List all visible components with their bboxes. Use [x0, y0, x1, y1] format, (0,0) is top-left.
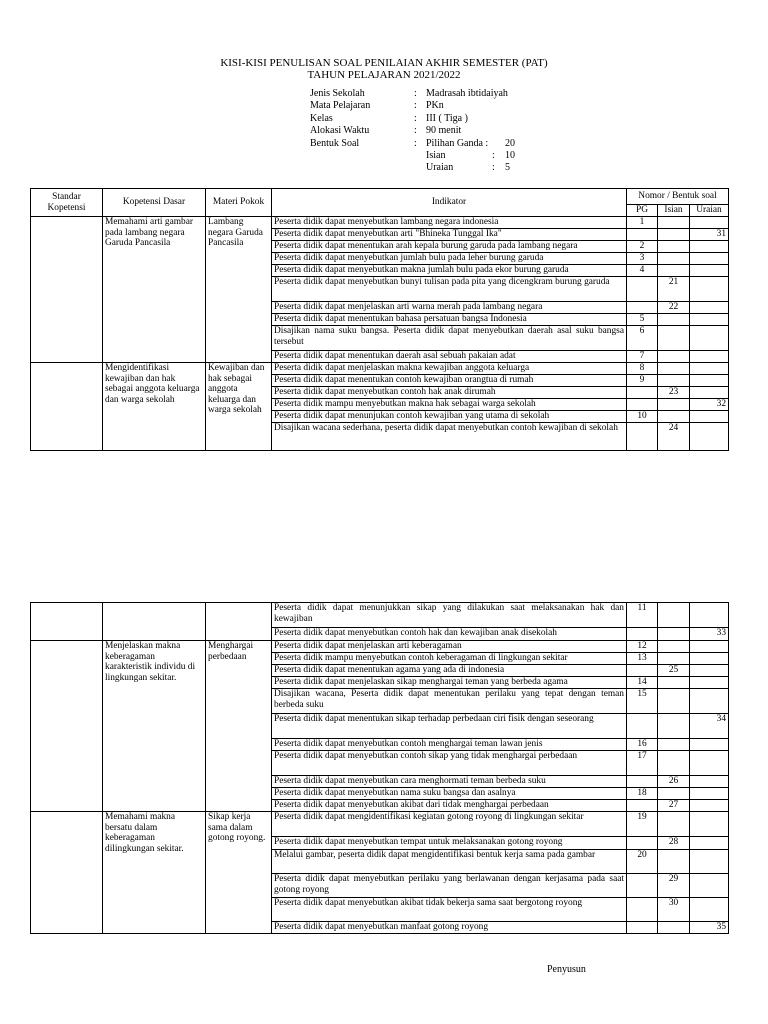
pg-cell: 11	[627, 603, 658, 628]
isian-cell	[658, 351, 690, 363]
uraian-cell	[690, 241, 729, 253]
pg-cell	[627, 387, 658, 399]
pg-cell: 17	[627, 751, 658, 776]
meta-label: Alokasi Waktu	[310, 125, 370, 137]
indikator-cell: Peserta didik dapat menyebutkan akibat tidak bekerja sama saat bergotong royong	[272, 898, 627, 922]
uraian-cell	[690, 739, 729, 751]
pg-cell	[627, 922, 658, 934]
indikator-cell: Peserta didik dapat menyebutkan contoh hak dan kewajiban anak disekolah	[272, 628, 627, 641]
header-indikator: Indikator	[272, 189, 627, 217]
pg-cell: 12	[627, 641, 658, 653]
meta-sub-count: 5	[505, 162, 510, 174]
isian-cell: 28	[658, 837, 690, 850]
isian-cell	[658, 922, 690, 934]
pg-cell: 1	[627, 217, 658, 229]
uraian-cell	[690, 850, 729, 874]
pg-cell	[627, 302, 658, 314]
meta-colon: :	[414, 137, 417, 149]
pg-cell: 5	[627, 314, 658, 326]
uraian-cell	[690, 776, 729, 788]
table-row	[31, 603, 729, 628]
indikator-cell: Peserta didik dapat menyebutkan akibat dari tidak menghargai perbedaan	[272, 800, 627, 812]
indikator-cell: Peserta didik dapat menyebutkan perilaku yang berlawanan dengan kerjasama pada saat gotong royong	[272, 874, 627, 898]
indikator-cell: Disajikan wacana, Peserta didik dapat menentukan perilaku yang tepat dengan teman berbeda suku	[272, 689, 627, 714]
indikator-cell: Peserta didik dapat menyebutkan manfaat gotong royong	[272, 922, 627, 934]
isian-cell: 21	[658, 277, 690, 302]
meta-row	[310, 88, 570, 100]
meta-label: Bentuk Soal	[310, 137, 360, 149]
indikator-cell: Disajikan wacana sederhana, peserta didik dapat menyebutkan contoh kewajiban di sekolah	[272, 423, 627, 451]
meta-value: 90 menit	[426, 125, 462, 137]
meta-colon: :	[414, 112, 417, 124]
indikator-cell: Peserta didik mampu menyebutkan contoh keberagaman di lingkungan sekitar	[272, 653, 627, 665]
uraian-cell	[690, 874, 729, 898]
pg-cell	[627, 800, 658, 812]
pg-cell	[627, 837, 658, 850]
isian-cell	[658, 363, 690, 375]
pg-cell	[627, 229, 658, 241]
kisi-kisi-table-1	[30, 188, 729, 451]
isian-cell	[658, 326, 690, 351]
indikator-cell: Peserta didik dapat menyebutkan tempat untuk melaksanakan gotong royong	[272, 837, 627, 850]
table-row	[31, 641, 729, 653]
pg-cell: 15	[627, 689, 658, 714]
isian-cell	[658, 265, 690, 277]
uraian-cell	[690, 375, 729, 387]
uraian-cell	[690, 326, 729, 351]
document-title: KISI-KISI PENULISAN SOAL PENILAIAN AKHIR SEMESTER (PAT)	[220, 57, 548, 69]
uraian-cell	[690, 411, 729, 423]
uraian-cell	[690, 800, 729, 812]
meta-subrow	[310, 150, 570, 162]
indikator-cell: Disajikan nama suku bangsa. Peserta didik dapat menyebutkan daerah asal suku bangsa tersebut	[272, 326, 627, 351]
meta-label: Jenis Sekolah	[310, 88, 365, 99]
isian-cell	[658, 689, 690, 714]
kopetensi-dasar-cell	[103, 603, 206, 641]
kopetensi-dasar-cell: Menjelaskan makna keberagaman karakteristik individu di lingkungan sekitar.	[103, 641, 206, 812]
isian-cell	[658, 641, 690, 653]
isian-cell: 30	[658, 898, 690, 922]
uraian-cell	[690, 387, 729, 399]
indikator-cell: Peserta didik dapat menentukan daerah asal sebuah pakaian adat	[272, 351, 627, 363]
indikator-cell: Peserta didik dapat menyebutkan contoh sikap yang tidak menghargai perbedaan	[272, 751, 627, 776]
isian-cell	[658, 751, 690, 776]
indikator-cell: Peserta didik dapat menyebutkan arti "Bhineka Tunggal Ika"	[272, 229, 627, 241]
header-standar-kopetensi: Standar Kopetensi	[31, 189, 103, 217]
isian-cell	[658, 653, 690, 665]
pg-cell	[627, 874, 658, 898]
meta-value: PKn	[426, 100, 444, 112]
uraian-cell	[690, 837, 729, 850]
pg-cell: 3	[627, 253, 658, 265]
indikator-cell: Peserta didik mampu menyebutkan makna hak sebagai warga sekolah	[272, 399, 627, 411]
pg-cell: 7	[627, 351, 658, 363]
uraian-cell	[690, 302, 729, 314]
pg-cell	[627, 776, 658, 788]
meta-colon: :	[492, 149, 495, 161]
indikator-cell: Peserta didik dapat menunjukkan sikap yang dilakukan saat melaksanakan hak dan kewajiban	[272, 603, 627, 628]
meta-colon: :	[414, 125, 417, 137]
isian-cell	[658, 628, 690, 641]
pg-cell: 13	[627, 653, 658, 665]
table-row	[31, 363, 729, 375]
indikator-cell: Peserta didik dapat menjelaskan arti warna merah pada lambang negara	[272, 302, 627, 314]
isian-cell	[658, 375, 690, 387]
isian-cell	[658, 229, 690, 241]
header-isian: Isian	[658, 205, 690, 217]
uraian-cell	[690, 253, 729, 265]
isian-cell	[658, 714, 690, 739]
indikator-cell: Peserta didik dapat menunjukan contoh kewajiban yang utama di sekolah	[272, 411, 627, 423]
indikator-cell: Peserta didik dapat menentukan contoh kewajiban orangtua di rumah	[272, 375, 627, 387]
pg-cell	[627, 399, 658, 411]
standar-kopetensi-cell	[31, 603, 103, 641]
materi-pokok-cell: Kewajiban dan hak sebagai anggota keluarga dan warga sekolah	[206, 363, 272, 451]
uraian-cell	[690, 898, 729, 922]
isian-cell	[658, 850, 690, 874]
uraian-cell	[690, 677, 729, 689]
meta-label: Kelas	[310, 112, 333, 124]
uraian-cell	[690, 314, 729, 326]
isian-cell: 25	[658, 665, 690, 677]
header-materi-pokok: Materi Pokok	[206, 189, 272, 217]
pg-cell: 6	[627, 326, 658, 351]
uraian-cell	[690, 603, 729, 628]
isian-cell: 23	[658, 387, 690, 399]
pg-cell: 2	[627, 241, 658, 253]
meta-value: Madrasah ibtidaiyah	[426, 88, 508, 99]
pg-cell: 10	[627, 411, 658, 423]
meta-row	[310, 100, 570, 112]
pg-cell	[627, 277, 658, 302]
isian-cell	[658, 788, 690, 800]
indikator-cell: Peserta didik dapat menjelaskan sikap menghargai teman yang berbeda agama	[272, 677, 627, 689]
header-uraian: Uraian	[690, 205, 729, 217]
uraian-cell	[690, 788, 729, 800]
meta-label: Mata Pelajaran	[310, 100, 371, 112]
kopetensi-dasar-cell: Mengidentifikasi kewajiban dan hak sebagai anggota keluarga dan warga sekolah	[103, 363, 206, 451]
uraian-cell	[690, 812, 729, 837]
uraian-cell	[690, 665, 729, 677]
indikator-cell: Peserta didik dapat menentukan arah kepala burung garuda pada lambang negara	[272, 241, 627, 253]
isian-cell: 27	[658, 800, 690, 812]
meta-count: 20	[505, 137, 515, 149]
meta-sub-label: Uraian	[426, 162, 454, 174]
pg-cell: 9	[627, 375, 658, 387]
materi-pokok-cell	[206, 603, 272, 641]
isian-cell: 24	[658, 423, 690, 451]
isian-cell	[658, 677, 690, 689]
isian-cell: 29	[658, 874, 690, 898]
table-row	[31, 812, 729, 837]
uraian-cell	[690, 641, 729, 653]
signature-label: Penyusun	[547, 964, 586, 975]
meta-row	[310, 125, 570, 137]
pg-cell	[627, 628, 658, 641]
isian-cell: 26	[658, 776, 690, 788]
meta-colon: :	[492, 162, 495, 174]
uraian-cell	[690, 217, 729, 229]
meta-sub-count: 10	[505, 149, 515, 161]
uraian-cell: 35	[690, 922, 729, 934]
meta-value: Pilihan Ganda :	[426, 137, 489, 149]
indikator-cell: Peserta didik dapat menentukan agama yang ada di indonesia	[272, 665, 627, 677]
kisi-kisi-table-2	[30, 602, 729, 934]
indikator-cell: Peserta didik dapat menyebutkan jumlah bulu pada leher burung garuda	[272, 253, 627, 265]
standar-kopetensi-cell	[31, 217, 103, 363]
meta-row	[310, 113, 570, 125]
uraian-cell: 31	[690, 229, 729, 241]
table-row	[31, 217, 729, 229]
isian-cell	[658, 411, 690, 423]
uraian-cell	[690, 363, 729, 375]
isian-cell	[658, 812, 690, 837]
header-kopetensi-dasar: Kopetensi Dasar	[103, 189, 206, 217]
standar-kopetensi-cell	[31, 812, 103, 934]
header-nomor-bentuk-soal: Nomor / Bentuk soal	[627, 189, 729, 205]
indikator-cell: Peserta didik dapat menyebutkan contoh hak anak dirumah	[272, 387, 627, 399]
indikator-cell: Melalui gambar, peserta didik dapat mengidentifikasi bentuk kerja sama pada gambar	[272, 850, 627, 874]
isian-cell	[658, 241, 690, 253]
pg-cell: 20	[627, 850, 658, 874]
document-meta	[310, 88, 570, 175]
indikator-cell: Peserta didik dapat mengidentifikasi kegiatan gotong royong di lingkungan sekitar	[272, 812, 627, 837]
uraian-cell	[690, 423, 729, 451]
materi-pokok-cell: Menghargai perbedaan	[206, 641, 272, 812]
uraian-cell	[690, 751, 729, 776]
indikator-cell: Peserta didik dapat menjelaskan makna kewajiban anggota keluarga	[272, 363, 627, 375]
standar-kopetensi-cell	[31, 641, 103, 812]
uraian-cell	[690, 689, 729, 714]
isian-cell	[658, 739, 690, 751]
indikator-cell: Peserta didik dapat menyebutkan contoh menghargai teman lawan jenis	[272, 739, 627, 751]
indikator-cell: Peserta didik dapat menyebutkan bunyi tulisan pada pita yang dicengkram burung garuda	[272, 277, 627, 302]
kopetensi-dasar-cell: Memahami makna bersatu dalam keberagaman dilingkungan sekitar.	[103, 812, 206, 934]
header-pg: PG	[627, 205, 658, 217]
meta-value: III ( Tiga )	[426, 112, 468, 124]
isian-cell	[658, 217, 690, 229]
indikator-cell: Peserta didik dapat menyebutkan nama suku bangsa dan asalnya	[272, 788, 627, 800]
uraian-cell	[690, 265, 729, 277]
isian-cell	[658, 399, 690, 411]
isian-cell: 22	[658, 302, 690, 314]
materi-pokok-cell: Sikap kerja sama dalam gotong royong.	[206, 812, 272, 934]
pg-cell	[627, 714, 658, 739]
document-subtitle: TAHUN PELAJARAN 2021/2022	[307, 69, 461, 81]
pg-cell: 18	[627, 788, 658, 800]
pg-cell: 8	[627, 363, 658, 375]
meta-sub-label: Isian	[426, 149, 446, 161]
isian-cell	[658, 603, 690, 628]
uraian-cell	[690, 277, 729, 302]
indikator-cell: Peserta didik dapat menentukan bahasa persatuan bangsa Indonesia	[272, 314, 627, 326]
kopetensi-dasar-cell: Memahami arti gambar pada lambang negara Garuda Pancasila	[103, 217, 206, 363]
uraian-cell	[690, 351, 729, 363]
pg-cell: 4	[627, 265, 658, 277]
uraian-cell: 34	[690, 714, 729, 739]
pg-cell	[627, 665, 658, 677]
materi-pokok-cell: Lambang negara Garuda Pancasila	[206, 217, 272, 363]
meta-colon: :	[414, 88, 417, 99]
uraian-cell: 32	[690, 399, 729, 411]
indikator-cell: Peserta didik dapat menyebutkan cara menghormati teman berbeda suku	[272, 776, 627, 788]
meta-row	[310, 138, 570, 150]
indikator-cell: Peserta didik dapat menyebutkan makna jumlah bulu pada ekor burung garuda	[272, 265, 627, 277]
meta-subrow	[310, 162, 570, 174]
indikator-cell: Peserta didik dapat menentukan sikap terhadap perbedaan ciri fisik dengan seseorang	[272, 714, 627, 739]
pg-cell: 19	[627, 812, 658, 837]
pg-cell: 16	[627, 739, 658, 751]
pg-cell	[627, 898, 658, 922]
pg-cell	[627, 423, 658, 451]
meta-colon: :	[414, 100, 417, 112]
indikator-cell: Peserta didik dapat menyebutkan lambang negara indonesia	[272, 217, 627, 229]
standar-kopetensi-cell	[31, 363, 103, 451]
isian-cell	[658, 314, 690, 326]
indikator-cell: Peserta didik dapat menjelaskan arti keberagaman	[272, 641, 627, 653]
uraian-cell: 33	[690, 628, 729, 641]
uraian-cell	[690, 653, 729, 665]
isian-cell	[658, 253, 690, 265]
pg-cell: 14	[627, 677, 658, 689]
